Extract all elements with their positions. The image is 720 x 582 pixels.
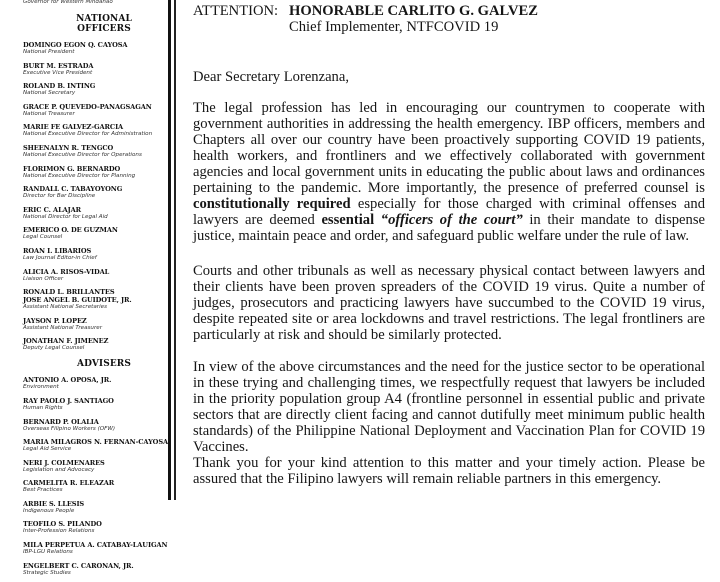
officer-title: Liaison Officer (23, 275, 64, 282)
officer-name: GRACE P. QUEVEDO-PANAGSAGAN (23, 102, 152, 111)
officer-title: Indigenous People (23, 507, 75, 514)
advisers-list (23, 376, 168, 576)
officer-title: Overseas Filipino Workers (OFW) (23, 425, 116, 432)
officer-title: National Executive Director for Operations (23, 151, 142, 158)
officer-name: MARIE FE GALVEZ-GARCIA (23, 123, 124, 132)
officer-entry (23, 144, 165, 159)
officer-name: BURT M. ESTRADA (23, 61, 94, 70)
advisers-heading: ADVISERS (77, 359, 131, 370)
officer-entry (23, 418, 165, 433)
paragraph-4: Thank you for your kind attention to this matter and your timely action. Please be assured that the Filipino lawyers will remain reliable partners in this emergency. (193, 455, 705, 487)
officer-name: JONATHAN F. JIMENEZ (23, 337, 109, 346)
officer-title: National Executive Director for Planning (23, 172, 136, 179)
officer-name: MILA PERPETUA A. CATABAY-LAUIGAN (23, 541, 168, 550)
officer-title: Human Rights (23, 404, 63, 411)
officer-title: Governor for Western Mindanao (23, 0, 113, 5)
national-officers-heading: NATIONAL OFFICERS (76, 14, 132, 34)
officer-name: ROLAND B. INTING (23, 82, 96, 91)
officer-title: Director for Bar Discipline (23, 193, 96, 200)
attention-recipient-title: Chief Implementer, NTFCOVID 19 (289, 19, 499, 35)
officer-title: Assistant National Treasurer (23, 324, 103, 331)
officer-entry-partial (23, 0, 165, 6)
paragraph-3: In view of the above circumstances and the need for the justice sector to be operational in these trying and challenging times, we respectfully request that lawyers be included in the priority population group A4 (frontline personnel in essential public and private sectors that are directly client facing and cannot dutifully meet minimum public health standards) of the Philippine National Deployment and Vaccination Plan for COVID 19 Vaccines. (193, 359, 705, 455)
officer-entry (23, 206, 165, 221)
officer-name: EMERICO O. DE GUZMAN (23, 226, 118, 235)
officers-sidebar (0, 0, 168, 576)
officer-name: RANDALL C. TABAYOYONG (23, 185, 123, 194)
officer-name: ENGELBERT C. CARONAN, JR. (23, 561, 134, 570)
officer-title: Inter-Profession Relations (23, 528, 95, 535)
officer-title: Best Practices (23, 487, 63, 494)
officer-entry (23, 459, 165, 474)
national-officers-list (23, 41, 165, 352)
officer-entry (23, 438, 168, 453)
officer-name: SHEENALYN R. TENGCO (23, 143, 114, 152)
officer-entry (23, 317, 165, 332)
officer-title: Strategic Studies (23, 569, 71, 576)
officer-name: JAYSON P. LOPEZ (23, 316, 87, 325)
officer-title: Legal Counsel (23, 234, 63, 241)
officer-entry (23, 247, 165, 262)
officer-title: IBP-LGU Relations (23, 549, 73, 556)
officer-entry (23, 62, 165, 77)
paragraph-1-text-a: The legal profession has led in encouraging our countrymen to cooperate with government authorities in addressing the health emergency. IBP officers, members and Chapters all over our country have been proactively supporting COVID 19 patients, health workers, and frontliners and we effectively collaborated with government agencies and local government units in educating the public about laws and ordinances pertaining to the pandemic. More importantly, the presence of preferred counsel is (193, 100, 705, 196)
officer-title: Environment (23, 384, 59, 391)
officer-title: Deputy Legal Counsel (23, 345, 85, 352)
officer-entry (23, 500, 165, 515)
officer-title: Legal Aid Service (23, 446, 72, 453)
officer-name: ARBIE S. LLESIS (23, 499, 85, 508)
officer-title: National President (23, 49, 75, 55)
officer-entry (23, 288, 165, 311)
officer-entry (23, 541, 168, 556)
emphasis-essential: essential (321, 212, 375, 228)
salutation: Dear Secretary Lorenzana, (193, 69, 349, 85)
officer-title: Assistant National Secretaries (23, 304, 107, 311)
officer-name: ERIC C. ALAJAR (23, 205, 82, 214)
officer-entry (23, 337, 165, 352)
officer-entry (23, 397, 165, 412)
officer-entry (23, 268, 165, 283)
officer-name: TEOFILO S. PILANDO (23, 520, 102, 529)
officer-name: NERI J. COLMENARES (23, 458, 105, 467)
officer-name: RONALD L. BRILLANTES (23, 288, 115, 297)
officer-entry (23, 562, 165, 577)
officer-name: MARIA MILAGROS N. FERNAN-CAYOSA (23, 438, 168, 447)
attention-line (193, 3, 538, 19)
paragraph-2: Courts and other tribunals as well as necessary physical contact between lawyers and their clients have been proven spreaders of the COVID 19 virus. Quite a number of judges, prosecutors and practicing lawyers have succumbed to the COVID 19 virus, despite repeated site or area lockdowns and travel restrictions. The legal frontliners are particularly at risk and should be similarly protected. (193, 263, 705, 343)
officer-entry (23, 82, 165, 97)
emphasis-officers-of-the-court: “officers of the court” (380, 212, 523, 228)
officer-entry (23, 41, 165, 56)
paragraph-1-text-c: in their mandate to dispense justice, maintain peace and order, and safeguard public welfare under the rule of law. (193, 212, 705, 244)
divider-rule-thin (174, 0, 176, 500)
officer-title: Law Journal Editor-in Chief (23, 254, 97, 261)
divider-rule-thick (168, 0, 171, 500)
officer-name: RAY PAOLO J. SANTIAGO (23, 396, 114, 405)
officer-entry (23, 123, 165, 138)
officer-entry (23, 479, 165, 494)
officer-entry (23, 376, 165, 391)
officer-name: ROAN I. LIBARIOS (23, 246, 92, 255)
officer-name: ANTONIO A. OPOSA, JR. (23, 376, 112, 385)
officer-entry (23, 185, 165, 200)
paragraph-1-space (374, 212, 381, 228)
officer-entry (23, 226, 165, 241)
officer-entry (23, 165, 165, 180)
officer-title: National Executive Director for Administration (23, 131, 153, 138)
officer-title: National Director for Legal Aid (23, 213, 108, 220)
officer-name: CARMELITA R. ELEAZAR (23, 479, 115, 488)
officer-name: DOMINGO EGON Q. CAYOSA (23, 41, 128, 49)
paragraph-1-text-b: especially for those charged with criminal offenses and lawyers are deemed (193, 196, 705, 228)
emphasis-constitutionally-required: constitutionally required (193, 196, 351, 212)
officer-name: BERNARD P. OLALIA (23, 417, 99, 426)
officer-title: Executive Vice President (23, 69, 93, 76)
officers-list (23, 0, 168, 582)
officer-name: JOSE ANGEL B. GUIDOTE, JR. (23, 296, 132, 305)
officer-entry (23, 520, 165, 535)
officer-entry (23, 103, 165, 118)
attention-recipient: HONORABLE CARLITO G. GALVEZ (289, 3, 538, 19)
officer-title: Legislation and Advocacy (23, 466, 95, 473)
officer-title: National Treasurer (23, 110, 75, 117)
attention-label: ATTENTION: (193, 3, 279, 19)
officer-name: FLORIMON G. BERNARDO (23, 164, 121, 173)
officer-name: ALICIA A. RISOS-VIDAL (23, 267, 110, 276)
paragraph-1 (193, 100, 705, 244)
officer-title: National Secretary (23, 90, 76, 97)
